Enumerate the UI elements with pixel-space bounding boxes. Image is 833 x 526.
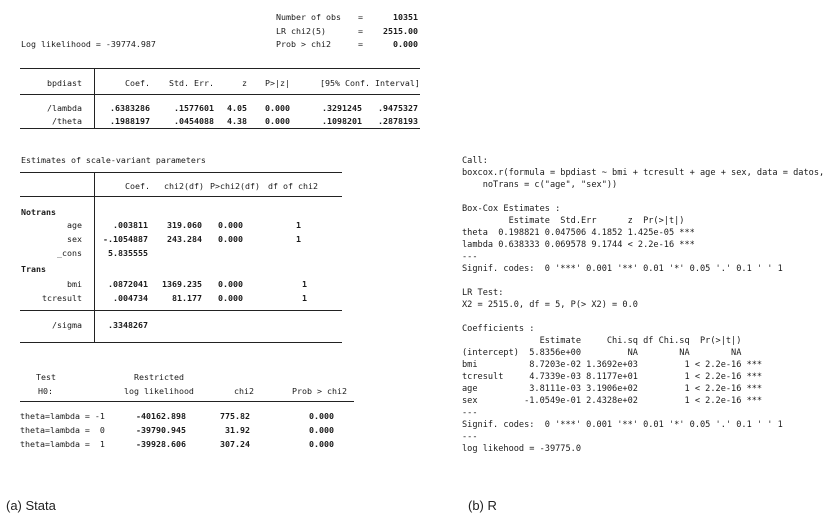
cell: .6383286 xyxy=(110,103,150,113)
group-label: Notrans xyxy=(21,207,56,217)
cell: -39790.945 xyxy=(136,425,186,435)
row-label: tcresult xyxy=(42,293,82,303)
rule xyxy=(20,128,420,129)
r-output-line: bmi 8.7203e-02 1.3692e+03 1 < 2.2e-16 *** xyxy=(462,360,763,370)
r-output-line: theta 0.198821 0.047506 4.1852 1.425e-05 *** xyxy=(462,228,695,238)
group-label: Trans xyxy=(21,264,46,274)
cell: .004734 xyxy=(113,293,148,303)
lr-value: 2515.00 xyxy=(383,26,418,36)
r-output-line: --- xyxy=(462,432,478,442)
r-output-line xyxy=(462,275,824,287)
rule xyxy=(20,94,420,95)
cell: 307.24 xyxy=(220,439,250,449)
cell: 0.000 xyxy=(265,103,290,113)
cell: 0.000 xyxy=(309,411,334,421)
col-header: Test xyxy=(36,372,56,382)
cell: -39928.606 xyxy=(136,439,186,449)
cell: 4.05 xyxy=(227,103,247,113)
cell: .0872041 xyxy=(108,279,148,289)
r-output-line: Estimate Chi.sq df Chi.sq Pr(>|t|) xyxy=(462,336,742,346)
col-header: Coef. xyxy=(125,181,150,191)
r-output-line xyxy=(462,311,824,323)
row-label: age xyxy=(67,220,82,230)
rule xyxy=(20,172,342,173)
cell: .1988197 xyxy=(110,116,150,126)
cell: 1 xyxy=(302,293,307,303)
cell: 0.000 xyxy=(218,220,243,230)
cell: 0.000 xyxy=(218,279,243,289)
r-output-line: LR Test: xyxy=(462,288,504,298)
r-output-line: X2 = 2515.0, df = 5, P(> X2) = 0.0 xyxy=(462,300,638,310)
caption-r: (b) R xyxy=(468,498,497,513)
r-output-line: Estimate Std.Err z Pr(>|t|) xyxy=(462,216,685,226)
section-title: Estimates of scale-variant parameters xyxy=(21,155,206,165)
col-header: log likelihood xyxy=(124,386,194,396)
cell: 319.060 xyxy=(167,220,202,230)
r-output-line: Coefficients : xyxy=(462,324,535,334)
rule xyxy=(94,68,95,128)
r-output-line: noTrans = c("age", "sex")) xyxy=(462,180,618,190)
r-output-line: (intercept) 5.8356e+00 NA NA NA xyxy=(462,348,742,358)
caption-stata: (a) Stata xyxy=(6,498,56,513)
cell: -40162.898 xyxy=(136,411,186,421)
r-output-line: boxcox.r(formula = bpdiast ~ bmi + tcresult + age + sex, data = datos, xyxy=(462,168,825,178)
col-header: Restricted xyxy=(134,372,184,382)
prob-value: 0.000 xyxy=(393,39,418,49)
r-output-line xyxy=(462,191,824,203)
r-output-line: Signif. codes: 0 '***' 0.001 '**' 0.01 '*' 0.05 '.' 0.1 ' ' 1 xyxy=(462,264,783,274)
cell: 0.000 xyxy=(218,293,243,303)
rule xyxy=(20,68,420,69)
nobs-label: Number of obs xyxy=(276,12,341,22)
col-header: Std. Err. xyxy=(169,78,214,88)
cell: 775.82 xyxy=(220,411,250,421)
col-header: chi2(df) xyxy=(164,181,204,191)
r-output-line: --- xyxy=(462,408,478,418)
cell: 4.38 xyxy=(227,116,247,126)
row-label: /sigma xyxy=(52,320,82,330)
row-label: bmi xyxy=(67,279,82,289)
r-output-line: Call: xyxy=(462,156,488,166)
col-header: H0: xyxy=(38,386,53,396)
col-header: P>|z| xyxy=(265,78,290,88)
row-label: /lambda xyxy=(47,103,82,113)
lr-label: LR chi2(5) xyxy=(276,26,326,36)
cell: 1369.235 xyxy=(162,279,202,289)
prob-label: Prob > chi2 xyxy=(276,39,331,49)
cell: .9475327 xyxy=(378,103,418,113)
lr-eq: = xyxy=(358,26,363,36)
r-output-line: sex -1.0549e-01 2.4328e+02 1 < 2.2e-16 *** xyxy=(462,396,763,406)
r-output-line: age 3.8111e-03 3.1906e+02 1 < 2.2e-16 *** xyxy=(462,384,763,394)
row-label: /theta xyxy=(52,116,82,126)
cell: .2878193 xyxy=(378,116,418,126)
nobs-eq: = xyxy=(358,12,363,22)
r-output-line: Signif. codes: 0 '***' 0.001 '**' 0.01 '*' 0.05 '.' 0.1 ' ' 1 xyxy=(462,420,783,430)
row-label: theta=lambda = -1 xyxy=(20,411,105,421)
row-label: sex xyxy=(67,234,82,244)
cell: 0.000 xyxy=(218,234,243,244)
loglik-text: Log likelihood = -39774.987 xyxy=(21,39,156,49)
row-label: theta=lambda = 1 xyxy=(20,439,105,449)
row-label: theta=lambda = 0 xyxy=(20,425,105,435)
cell: .3291245 xyxy=(322,103,362,113)
r-output-line: log likehood = -39775.0 xyxy=(462,444,581,454)
rule xyxy=(20,196,342,197)
cell: 1 xyxy=(296,234,301,244)
r-output-line: --- xyxy=(462,252,478,262)
cell: .1577601 xyxy=(174,103,214,113)
cell: 5.835555 xyxy=(108,248,148,258)
cell: 243.284 xyxy=(167,234,202,244)
cell: 0.000 xyxy=(265,116,290,126)
rule xyxy=(20,342,342,343)
col-header: [95% Conf. Interval] xyxy=(320,78,420,88)
col-header: Coef. xyxy=(125,78,150,88)
cell: 1 xyxy=(296,220,301,230)
col-header: P>chi2(df) xyxy=(210,181,260,191)
prob-eq: = xyxy=(358,39,363,49)
col-header: df of chi2 xyxy=(268,181,318,191)
cell: -.1054887 xyxy=(103,234,148,244)
cell: .003811 xyxy=(113,220,148,230)
cell: 0.000 xyxy=(309,439,334,449)
col-header: Prob > chi2 xyxy=(292,386,347,396)
cell: 81.177 xyxy=(172,293,202,303)
cell: .1098201 xyxy=(322,116,362,126)
col-header: z xyxy=(242,78,247,88)
dep-var: bpdiast xyxy=(47,78,82,88)
row-label: _cons xyxy=(57,248,82,258)
rule xyxy=(20,401,354,402)
rule xyxy=(20,310,342,311)
rule xyxy=(94,172,95,342)
r-output-line: lambda 0.638333 0.069578 9.1744 < 2.2e-16 *** xyxy=(462,240,695,250)
cell: 31.92 xyxy=(225,425,250,435)
r-output-line: tcresult 4.7339e-03 8.1177e+01 1 < 2.2e-16 *** xyxy=(462,372,763,382)
cell: 1 xyxy=(302,279,307,289)
cell: .3348267 xyxy=(108,320,148,330)
r-console-output xyxy=(462,155,824,455)
col-header: chi2 xyxy=(234,386,254,396)
cell: .0454088 xyxy=(174,116,214,126)
r-output-line: Box-Cox Estimates : xyxy=(462,204,561,214)
nobs-value: 10351 xyxy=(393,12,418,22)
cell: 0.000 xyxy=(309,425,334,435)
